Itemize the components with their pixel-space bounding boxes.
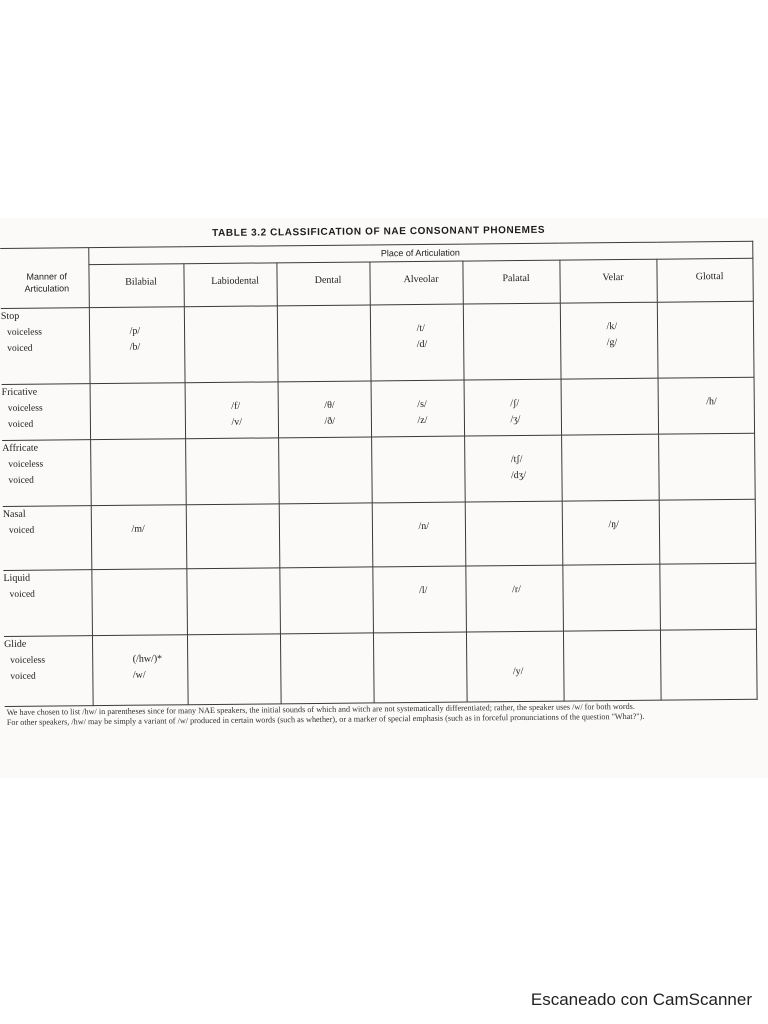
phoneme — [327, 665, 373, 681]
voicing-label: voiced — [7, 343, 33, 354]
voicing-label: voiced — [7, 419, 34, 430]
phoneme — [707, 516, 754, 532]
phoneme — [709, 662, 756, 678]
phoneme: /l/ — [419, 584, 428, 596]
phoneme — [609, 581, 659, 597]
phoneme: /r/ — [511, 584, 521, 596]
cell-spacer — [233, 568, 279, 584]
phoneme: /ð/ — [324, 415, 336, 427]
phoneme-cell — [278, 381, 372, 438]
phoneme: /f/ — [231, 400, 241, 412]
phoneme: /z/ — [417, 414, 428, 427]
phoneme: /t/ — [416, 322, 425, 335]
cell-spacer — [326, 633, 372, 649]
phoneme: /tʃ/ — [510, 453, 523, 466]
manner-cell — [4, 636, 93, 707]
phoneme-cell — [466, 631, 564, 702]
cell-spacer — [706, 378, 753, 394]
cell-spacer — [606, 303, 656, 319]
manner-label: Glide — [4, 638, 27, 650]
cell-spacer — [132, 569, 186, 586]
voicing-label: voiceless — [8, 459, 44, 470]
phoneme-cell — [659, 563, 756, 630]
manner-label: Nasal — [2, 508, 26, 520]
camscanner-watermark: Escaneado con CamScanner — [530, 990, 752, 1009]
phoneme-cell — [563, 630, 661, 701]
phoneme-cell — [90, 439, 186, 506]
phoneme: /v/ — [231, 416, 243, 428]
manner-header-line-2: Articulation — [24, 283, 70, 294]
phoneme: /m/ — [131, 523, 145, 535]
cell-spacer — [129, 307, 183, 324]
table-row — [2, 433, 755, 506]
phoneme — [418, 469, 464, 485]
phoneme-cell — [279, 567, 373, 634]
cell-spacer — [510, 380, 560, 396]
phoneme-cell — [277, 305, 371, 382]
phoneme — [325, 519, 371, 535]
phoneme — [325, 469, 371, 485]
phoneme-cell — [372, 566, 466, 633]
column-header-glottal: Glottal — [656, 258, 753, 302]
phoneme-cell — [372, 502, 466, 567]
phoneme — [607, 395, 657, 411]
cell-spacer — [418, 503, 464, 519]
voicing-label: voiced — [10, 671, 36, 682]
phoneme — [324, 337, 370, 353]
manner-cell — [3, 570, 92, 637]
phoneme: /θ/ — [324, 399, 335, 411]
phoneme-cell — [561, 434, 659, 501]
phoneme: /w/ — [132, 669, 146, 681]
phoneme — [705, 318, 752, 334]
phoneme — [608, 467, 658, 483]
phoneme-cell — [464, 379, 562, 436]
phoneme — [706, 334, 753, 350]
phoneme — [610, 647, 660, 663]
phoneme-cell — [92, 635, 188, 706]
table-row — [4, 629, 757, 706]
voicing-label: voiceless — [7, 327, 42, 338]
phoneme — [326, 583, 372, 599]
cell-spacer — [512, 566, 562, 582]
phoneme-cell — [187, 634, 281, 705]
cell-spacer — [512, 632, 562, 648]
phoneme-cell — [278, 437, 372, 504]
manner-label: Stop — [0, 310, 20, 322]
cell-spacer — [511, 436, 561, 452]
phoneme — [418, 453, 464, 469]
phoneme — [232, 454, 278, 470]
phoneme — [706, 410, 753, 426]
phoneme — [511, 518, 561, 534]
phoneme — [323, 321, 369, 337]
phoneme-cell — [465, 565, 563, 632]
phoneme: /d/ — [416, 338, 428, 351]
phoneme-cell — [660, 629, 757, 700]
phoneme — [325, 453, 371, 469]
phoneme-cell — [562, 500, 660, 565]
cell-spacer — [608, 501, 658, 517]
phoneme-cell — [659, 499, 756, 564]
consonant-table — [0, 241, 757, 707]
phoneme — [234, 666, 280, 682]
phoneme — [231, 338, 277, 354]
table-row — [1, 301, 754, 384]
phoneme: (/hw/)* — [132, 653, 163, 665]
cell-spacer — [230, 306, 276, 322]
phoneme-cell — [91, 505, 187, 570]
phoneme — [707, 450, 754, 466]
phoneme — [709, 646, 756, 662]
cell-spacer — [607, 379, 657, 395]
phoneme-cell — [279, 503, 373, 568]
cell-spacer — [232, 504, 278, 520]
phoneme-cell — [463, 303, 561, 380]
phoneme — [608, 451, 658, 467]
cell-spacer — [131, 439, 185, 456]
phoneme: /dʒ/ — [510, 469, 527, 482]
manner-cell — [2, 384, 91, 441]
phoneme: /g/ — [606, 337, 618, 349]
cell-spacer — [511, 502, 561, 518]
voicing-label: voiceless — [10, 655, 46, 666]
table-row — [2, 377, 755, 440]
column-header-labiodental: Labiodental — [183, 263, 276, 307]
phoneme — [510, 336, 560, 352]
phoneme-cell — [560, 302, 658, 379]
phoneme-cell — [89, 307, 185, 384]
voicing-label: voiceless — [7, 403, 43, 414]
cell-spacer — [417, 381, 463, 397]
phoneme — [234, 650, 280, 666]
phoneme — [610, 663, 660, 679]
phoneme — [230, 322, 276, 338]
manner-header-line-1: Manner of — [26, 271, 68, 282]
phoneme-cell — [91, 569, 187, 636]
cell-spacer — [132, 635, 186, 652]
phoneme-cell — [90, 383, 186, 440]
voicing-label: voiced — [9, 589, 35, 600]
phoneme: /s/ — [417, 398, 427, 411]
phoneme — [607, 411, 657, 427]
cell-spacer — [608, 435, 658, 451]
cell-spacer — [705, 302, 752, 318]
manner-header — [0, 248, 89, 309]
cell-spacer — [325, 503, 371, 519]
cell-spacer — [416, 305, 462, 321]
phoneme — [327, 649, 373, 665]
phoneme-cell — [371, 436, 465, 503]
cell-spacer — [231, 382, 277, 398]
phoneme-cell — [657, 301, 754, 378]
cell-spacer — [609, 565, 659, 581]
table-title: TABLE 3.2 CLASSIFICATION OF NAE CONSONANT PHONEMES — [212, 224, 546, 239]
cell-spacer — [419, 567, 465, 583]
cell-spacer — [131, 505, 185, 522]
phoneme — [232, 520, 278, 536]
phoneme: /ʒ/ — [510, 414, 521, 426]
phoneme-cell — [185, 382, 279, 439]
phoneme: /k/ — [606, 321, 618, 333]
cell-spacer — [418, 437, 464, 453]
column-header-velar: Velar — [559, 259, 656, 303]
column-header-bilabial: Bilabial — [88, 264, 183, 308]
cell-spacer — [232, 438, 278, 454]
cell-spacer — [609, 631, 659, 647]
phoneme-cell — [186, 504, 280, 569]
phoneme-cell — [186, 568, 280, 635]
phoneme — [131, 471, 185, 488]
phoneme-cell — [370, 304, 464, 381]
phoneme — [130, 399, 184, 416]
column-header-alveolar: Alveolar — [369, 261, 462, 305]
phoneme — [420, 649, 466, 665]
phoneme-cell — [185, 438, 279, 505]
manner-cell — [1, 308, 90, 385]
phoneme: /n/ — [418, 520, 430, 532]
cell-spacer — [708, 630, 755, 646]
phoneme-cell — [373, 632, 467, 703]
phoneme-cell — [371, 380, 465, 437]
phoneme — [232, 470, 278, 486]
phoneme — [420, 665, 466, 681]
phoneme-cell — [184, 306, 278, 383]
phoneme — [707, 466, 754, 482]
footnote: We have chosen to list /hw/ in parentheses since for many NAE speakers, the initial sounds of which and witch are not systematically differentiated; rather, the speaker uses /w/ for both words. For other speakers, /hw/ may be simply a variant of /w/ produced in certain words (such as whether), or a marker of special emphasis (such as in forceful pronunciations of the question "What?"). — [6, 701, 645, 727]
manner-label: Affricate — [2, 442, 39, 454]
phoneme-cell — [658, 377, 755, 434]
table-row — [3, 499, 756, 570]
manner-cell — [2, 440, 91, 507]
cell-spacer — [325, 437, 371, 453]
phoneme — [131, 455, 185, 472]
cell-spacer — [324, 381, 370, 397]
cell-spacer — [419, 633, 465, 649]
cell-spacer — [130, 383, 184, 400]
phoneme-cell — [464, 435, 562, 502]
column-header-dental: Dental — [276, 262, 369, 306]
place-header: Place of Articulation — [88, 241, 752, 264]
cell-spacer — [708, 564, 755, 580]
voicing-label: voiced — [8, 475, 34, 486]
cell-spacer — [326, 567, 372, 583]
cell-spacer — [233, 634, 279, 650]
phoneme: /ŋ/ — [608, 519, 620, 531]
phoneme-cell — [562, 564, 660, 631]
phoneme: /p/ — [129, 325, 141, 337]
manner-cell — [3, 506, 92, 571]
cell-spacer — [509, 304, 559, 320]
phoneme-cell — [280, 633, 374, 704]
phoneme — [233, 584, 279, 600]
manner-label: Fricative — [1, 386, 38, 398]
phoneme: /y/ — [512, 665, 524, 678]
manner-label: Liquid — [3, 572, 31, 584]
phoneme — [708, 580, 755, 596]
phoneme-cell — [465, 501, 563, 566]
cell-spacer — [707, 500, 754, 516]
phoneme-cell — [561, 378, 659, 435]
phoneme-cell — [658, 433, 755, 500]
cell-spacer — [323, 305, 369, 321]
phoneme: /ʃ/ — [510, 398, 520, 410]
phoneme — [509, 320, 559, 336]
phoneme: /b/ — [129, 341, 141, 353]
column-header-palatal: Palatal — [462, 260, 559, 304]
voicing-label: voiced — [8, 525, 35, 536]
table-row — [3, 563, 756, 636]
phoneme — [132, 585, 186, 602]
cell-spacer — [707, 434, 754, 450]
phoneme: /h/ — [706, 396, 717, 408]
phoneme — [513, 648, 563, 664]
phoneme — [130, 415, 184, 432]
